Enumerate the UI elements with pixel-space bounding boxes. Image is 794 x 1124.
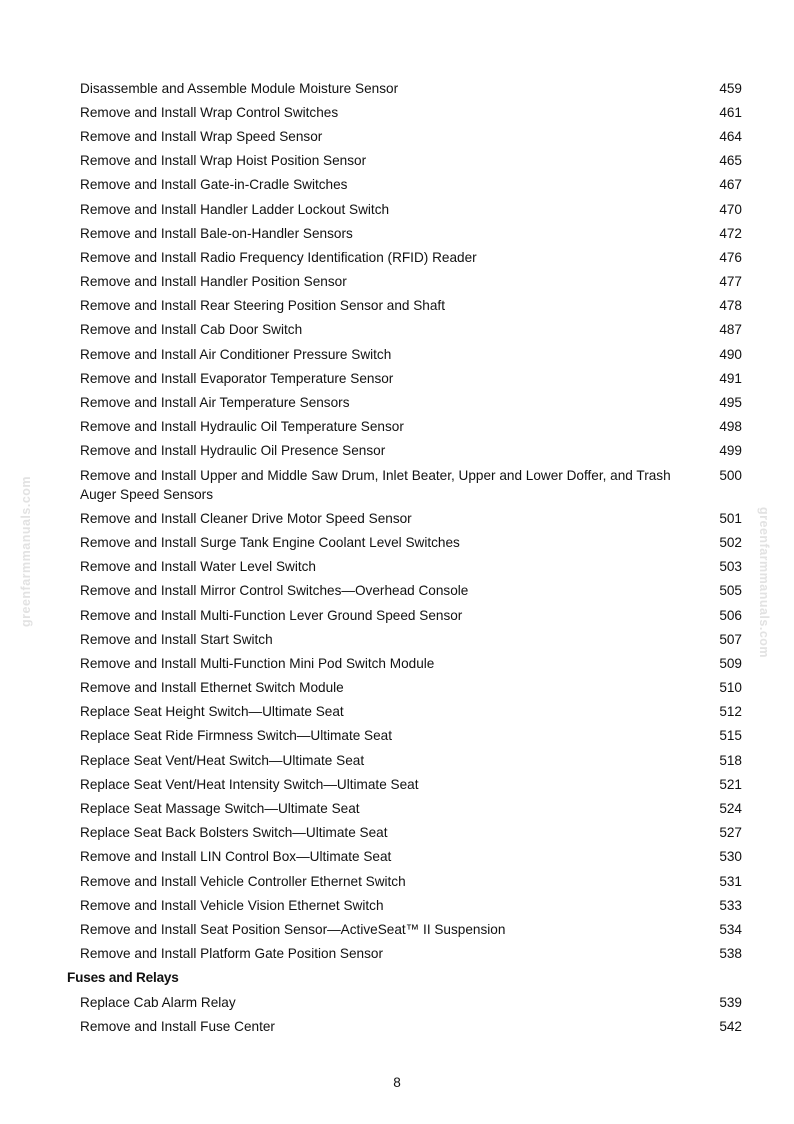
toc-entry[interactable] xyxy=(0,651,794,675)
toc-entry-page: 524 xyxy=(719,801,742,817)
toc-entry-page: 515 xyxy=(719,728,742,744)
toc-entry[interactable] xyxy=(0,506,794,530)
toc-entry-page: 502 xyxy=(719,534,742,550)
toc-entry[interactable] xyxy=(0,124,794,148)
toc-entry-title: Remove and Install Hydraulic Oil Presence Sensor xyxy=(80,443,386,459)
toc-entry[interactable] xyxy=(0,294,794,318)
toc-entry-title: Remove and Install Wrap Speed Sensor xyxy=(80,128,323,144)
toc-entry-title: Remove and Install Evaporator Temperature Sensor xyxy=(80,370,394,386)
toc-entry-title: Replace Seat Vent/Heat Switch—Ultimate Seat xyxy=(80,752,365,768)
toc-entry[interactable] xyxy=(0,318,794,342)
toc-entry[interactable] xyxy=(0,76,794,100)
page-number: 8 xyxy=(393,1075,401,1090)
toc-entry-page: 521 xyxy=(719,776,742,792)
toc-entry[interactable] xyxy=(0,463,794,506)
toc-entry[interactable] xyxy=(0,821,794,845)
toc-entry[interactable] xyxy=(0,748,794,772)
toc-entry-page: 542 xyxy=(719,1018,742,1034)
toc-entry-title: Remove and Install Handler Position Sensor xyxy=(80,274,347,290)
toc-entry-title: Remove and Install Ethernet Switch Module xyxy=(80,680,344,696)
toc-entry[interactable] xyxy=(0,149,794,173)
toc-entry-page: 500 xyxy=(719,467,742,483)
toc-entry-title: Remove and Install Fuse Center xyxy=(80,1018,275,1034)
toc-entry[interactable] xyxy=(0,197,794,221)
toc-entry-title: Remove and Install Upper and Middle Saw Drum, Inlet Beater, Upper and Lower Doffer, and Trash Auger Speed Sensors xyxy=(80,467,671,502)
toc-entry[interactable] xyxy=(0,173,794,197)
toc-entry-title: Remove and Install Rear Steering Position Sensor and Shaft xyxy=(80,298,445,314)
toc-entry-title: Remove and Install Vehicle Vision Ethernet Switch xyxy=(80,897,384,913)
toc-entry-page: 491 xyxy=(719,370,742,386)
toc-entry-page: 530 xyxy=(719,849,742,865)
toc-section-heading[interactable] xyxy=(0,966,794,990)
toc-section-entries xyxy=(0,990,794,1038)
toc-entry-title: Remove and Install Hydraulic Oil Temperature Sensor xyxy=(80,419,404,435)
toc-entry-page: 533 xyxy=(719,897,742,913)
toc-entry[interactable] xyxy=(0,579,794,603)
toc-entry-page: 470 xyxy=(719,201,742,217)
toc-entry[interactable] xyxy=(0,990,794,1014)
toc-entry-title: Remove and Install Mirror Control Switches—Overhead Console xyxy=(80,583,469,599)
toc-entry-page: 487 xyxy=(719,322,742,338)
toc-entry-title: Remove and Install Water Level Switch xyxy=(80,559,316,575)
toc-entry-title: Remove and Install Air Conditioner Pressure Switch xyxy=(80,346,392,362)
toc-entry[interactable] xyxy=(0,796,794,820)
toc-entry-page: 518 xyxy=(719,752,742,768)
toc-entry-title: Remove and Install Cleaner Drive Motor Speed Sensor xyxy=(80,510,412,526)
toc-entry[interactable] xyxy=(0,100,794,124)
toc-entry[interactable] xyxy=(0,555,794,579)
watermark-left: greenfarmmanuals.com xyxy=(19,475,33,627)
toc-entry-title: Remove and Install Vehicle Controller Ethernet Switch xyxy=(80,873,406,889)
section-title: Fuses and Relays xyxy=(67,970,179,986)
toc-entry[interactable] xyxy=(0,390,794,414)
toc-entry-page: 510 xyxy=(719,680,742,696)
toc-entry-title: Remove and Install Platform Gate Position Sensor xyxy=(80,946,383,962)
toc-entry-page: 534 xyxy=(719,921,742,937)
toc-entry-title: Disassemble and Assemble Module Moisture Sensor xyxy=(80,80,399,96)
toc-entry-title: Remove and Install Multi-Function Mini Pod Switch Module xyxy=(80,655,435,671)
toc-entry-page: 467 xyxy=(719,177,742,193)
toc-entry-title: Remove and Install LIN Control Box—Ultimate Seat xyxy=(80,849,392,865)
toc-entry-page: 538 xyxy=(719,946,742,962)
toc-entry[interactable] xyxy=(0,366,794,390)
toc-entry[interactable] xyxy=(0,221,794,245)
toc-entry-page: 503 xyxy=(719,559,742,575)
toc-entry-title: Replace Seat Vent/Heat Intensity Switch—Ultimate Seat xyxy=(80,776,419,792)
toc-entry-page: 539 xyxy=(719,994,742,1010)
toc-entry[interactable] xyxy=(0,845,794,869)
toc-entry-page: 506 xyxy=(719,607,742,623)
toc-entry-title: Remove and Install Wrap Control Switches xyxy=(80,104,339,120)
table-of-contents xyxy=(0,76,794,1038)
toc-entry-title: Remove and Install Multi-Function Lever Ground Speed Sensor xyxy=(80,607,463,623)
toc-entry[interactable] xyxy=(0,439,794,463)
toc-entry-page: 478 xyxy=(719,298,742,314)
toc-entry-title: Replace Seat Back Bolsters Switch—Ultimate Seat xyxy=(80,825,388,841)
toc-entry-title: Remove and Install Wrap Hoist Position Sensor xyxy=(80,153,367,169)
toc-entry-page: 476 xyxy=(719,249,742,265)
toc-entry-title: Remove and Install Seat Position Sensor—ActiveSeat™ II Suspension xyxy=(80,921,506,937)
toc-entry[interactable] xyxy=(0,676,794,700)
toc-entry-page: 531 xyxy=(719,873,742,889)
toc-entry[interactable] xyxy=(0,1014,794,1038)
toc-entry-title: Replace Seat Ride Firmness Switch—Ultimate Seat xyxy=(80,728,393,744)
toc-entry[interactable] xyxy=(0,917,794,941)
toc-entry[interactable] xyxy=(0,415,794,439)
toc-entry[interactable] xyxy=(0,893,794,917)
toc-entry[interactable] xyxy=(0,530,794,554)
toc-entry-title: Replace Seat Massage Switch—Ultimate Seat xyxy=(80,801,360,817)
toc-entry-page: 465 xyxy=(719,153,742,169)
toc-entry-title: Remove and Install Radio Frequency Identification (RFID) Reader xyxy=(80,249,477,265)
toc-entry-title: Remove and Install Air Temperature Sensors xyxy=(80,395,350,411)
toc-entry[interactable] xyxy=(0,627,794,651)
toc-entry-page: 512 xyxy=(719,704,742,720)
toc-entry-title: Remove and Install Cab Door Switch xyxy=(80,322,303,338)
toc-entry-page: 459 xyxy=(719,80,742,96)
toc-entry[interactable] xyxy=(0,270,794,294)
toc-entry[interactable] xyxy=(0,700,794,724)
toc-entry-page: 499 xyxy=(719,443,742,459)
toc-entry-title: Remove and Install Gate-in-Cradle Switches xyxy=(80,177,348,193)
toc-entry-page: 505 xyxy=(719,583,742,599)
toc-entry[interactable] xyxy=(0,603,794,627)
toc-entry-page: 495 xyxy=(719,395,742,411)
toc-entry[interactable] xyxy=(0,942,794,966)
toc-entries xyxy=(0,76,794,966)
toc-entry[interactable] xyxy=(0,772,794,796)
toc-entry-page: 527 xyxy=(719,825,742,841)
toc-entry-title: Remove and Install Surge Tank Engine Coolant Level Switches xyxy=(80,534,460,550)
toc-entry-page: 507 xyxy=(719,631,742,647)
watermark-right: greenfarmmanuals.com xyxy=(757,507,771,659)
toc-entry-title: Replace Seat Height Switch—Ultimate Seat xyxy=(80,704,344,720)
toc-entry[interactable] xyxy=(0,724,794,748)
toc-entry-page: 509 xyxy=(719,655,742,671)
toc-entry[interactable] xyxy=(0,342,794,366)
toc-entry-title: Remove and Install Start Switch xyxy=(80,631,273,647)
toc-entry-title: Remove and Install Handler Ladder Lockout Switch xyxy=(80,201,390,217)
toc-entry[interactable] xyxy=(0,245,794,269)
toc-entry-page: 498 xyxy=(719,419,742,435)
toc-entry-page: 490 xyxy=(719,346,742,362)
toc-entry-page: 501 xyxy=(719,510,742,526)
toc-entry-page: 464 xyxy=(719,128,742,144)
toc-entry-title: Replace Cab Alarm Relay xyxy=(80,994,236,1010)
toc-entry-page: 461 xyxy=(719,104,742,120)
toc-entry[interactable] xyxy=(0,869,794,893)
toc-entry-page: 477 xyxy=(719,274,742,290)
toc-entry-title: Remove and Install Bale-on-Handler Sensors xyxy=(80,225,353,241)
toc-entry-page: 472 xyxy=(719,225,742,241)
